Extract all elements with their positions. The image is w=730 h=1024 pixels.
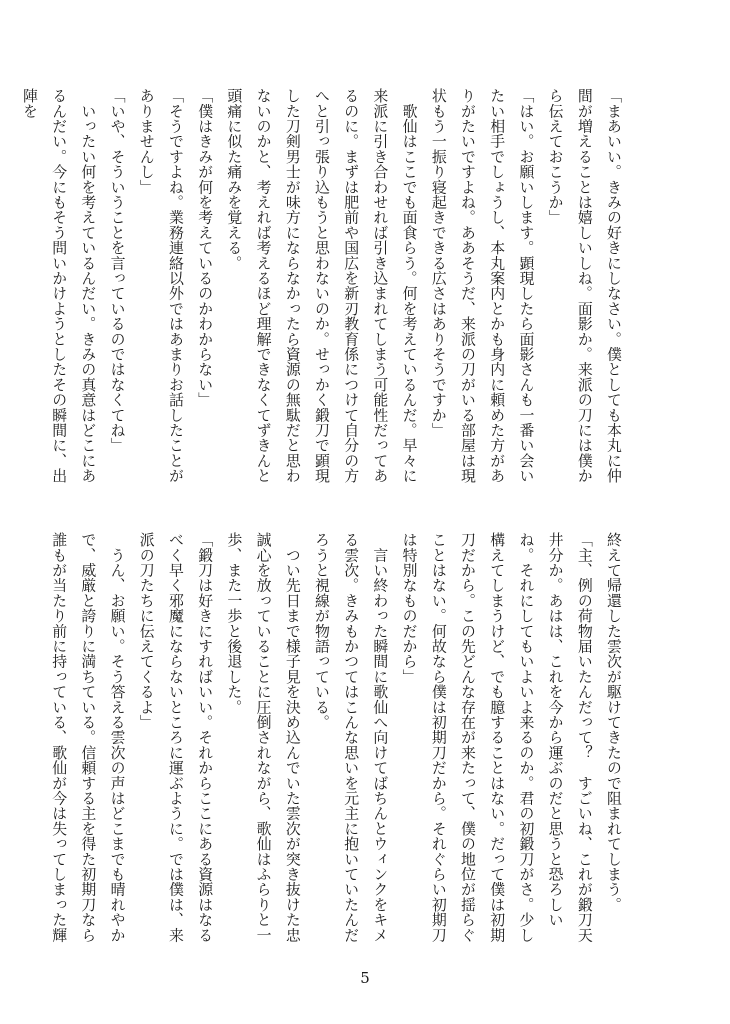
paragraph: 歌仙はここでも面食らう。何を考えているんだ。早々に来派に引き合わせれば引き込まれてしまう可能性だってあるのに。まずは肥前や国広を新刃教育係につけて自分の方へと引っ張り込もうと思わないのか。せっかく鍛刀で顕現した刀剣男士が味方にならなかったら資源の無駄だと思わないのかと、考えれば考えるほど理解できなくてずきんと頭痛に似た痛みを覚える。 (225, 88, 419, 484)
paragraph: 「そうですよね。業務連絡以外ではあまりお話したことがありませんし」 (137, 88, 185, 484)
paragraph: 「まあいい。きみの好きにしなさい。僕としても本丸に仲間が増えることは嬉しいしね。面影か。来派の刀には僕から伝えておこうか」 (546, 88, 623, 484)
page-number: 5 (360, 969, 370, 987)
paragraph: 終えて帰還した雲次が駆けてきたので阻まれてしまう。 (605, 532, 623, 912)
paragraph: いったい何を考えているんだい。きみの真意はどこにあるんだい。今にもそう問いかけようとしたその瞬間に、出陣を (20, 88, 98, 484)
paragraph: うん、お願い。そう答える雲次の声はどこまでも晴れやかで、威厳と誇りに満ちている。信頼する主を得た初期刀なら誰もが当たり前に持っている、歌仙が今は失ってしまった輝 (50, 532, 127, 943)
paragraph: 「はい。お願いします。顕現したら面影さんも一番い会いたい相手でしょうし、本丸案内とかも身内に頼めた方がありがたいですよね。ああそうだ、来派の刀がいる部屋は現状もう一振り寝起きできる広さはありそうですか」 (429, 88, 536, 484)
paragraph: 言い終わった瞬間に歌仙へ向けてばちんとウィンクをキメる雲次。きみもかつてはこんな思いを元主に抱いていたんだろうと視線が物語っている。 (312, 532, 390, 943)
paragraph: 「いや、そういうことを言っているのではなくてね」 (108, 88, 127, 453)
paragraph: 「鍛刀は好きにすればいい。それからここにある資源はなるべく早く邪魔にならないところに運ぶように。では僕は、来派の刀たちに伝えてくるよ」 (137, 532, 215, 943)
paragraph: 「僕はきみが何を考えているのかわからない」 (196, 88, 215, 408)
upper-text-block (20, 88, 628, 496)
paragraph: つい先日まで様子見を決め込んでいた雲次が突き抜けた忠誠心を放っていることに圧倒されながら、歌仙はふらりと一歩、また一歩と後退した。 (225, 532, 302, 943)
paragraph: 「主、例の荷物届いたんだって？ すごいね、これが鍛刀天井分か。あはは、これを今から運ぶのだと思うと恐ろしいね。それにしてもいよいよ来るのか。君の初鍛刀がさ。少し構えてしまうけど、でも臆することはない。だって僕は初期刀だから。この先どんな存在が来たって、僕の地位が揺らぐことはない。何故なら僕は初期刀だから。それぐらい初期刀は特別なものだから」 (400, 532, 594, 943)
lower-text-block (50, 532, 628, 944)
